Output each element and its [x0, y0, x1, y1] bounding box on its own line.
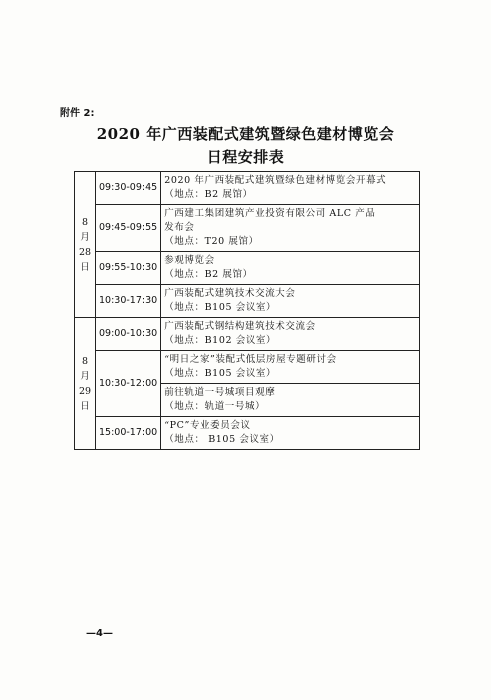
event-cell: 参观博览会 （地点：B2 展馆）	[161, 252, 420, 285]
event-cell: 广西装配式建筑技术交流大会 （地点：B105 会议室）	[161, 285, 420, 318]
day-label-aug-28: 8 月 28 日	[75, 172, 96, 318]
table-row	[75, 318, 420, 351]
time-cell: 09:30-09:45	[96, 172, 161, 205]
event-cell: 广西建工集团建筑产业投资有限公司 ALC 产品 发布会 （地点：T20 展馆）	[161, 205, 420, 252]
table-row	[75, 172, 420, 205]
event-cell: 广西装配式钢结构建筑技术交流会 （地点：B102 会议室）	[161, 318, 420, 351]
event-cell: “明日之家”装配式低层房屋专题研讨会 （地点：B105 会议室）	[161, 351, 420, 384]
table-row	[75, 252, 420, 285]
event-cell: “PC”专业委员会议 （地点： B105 会议室）	[161, 417, 420, 450]
time-cell: 15:00-17:00	[96, 417, 161, 450]
event-cell: 前往轨道一号城项目观摩 （地点：轨道一号城）	[161, 384, 420, 417]
time-cell: 10:30-17:30	[96, 285, 161, 318]
table-row	[75, 285, 420, 318]
schedule-table	[74, 171, 420, 450]
time-cell: 09:00-10:30	[96, 318, 161, 351]
time-cell: 10:30-12:00	[96, 351, 161, 417]
day-label-aug-29: 8 月 29 日	[75, 318, 96, 450]
event-cell: 2020 年广西装配式建筑暨绿色建材博览会开幕式 （地点：B2 展馆）	[161, 172, 420, 205]
document-subtitle: 日程安排表	[206, 148, 285, 166]
page-number: —4—	[86, 628, 113, 639]
document-title: 2020 年广西装配式建筑暨绿色建材博览会	[96, 125, 395, 143]
attachment-label: 附件 2:	[60, 108, 95, 119]
table-row	[75, 417, 420, 450]
time-cell: 09:45-09:55	[96, 205, 161, 252]
table-row	[75, 205, 420, 252]
time-cell: 09:55-10:30	[96, 252, 161, 285]
table-row	[75, 351, 420, 384]
